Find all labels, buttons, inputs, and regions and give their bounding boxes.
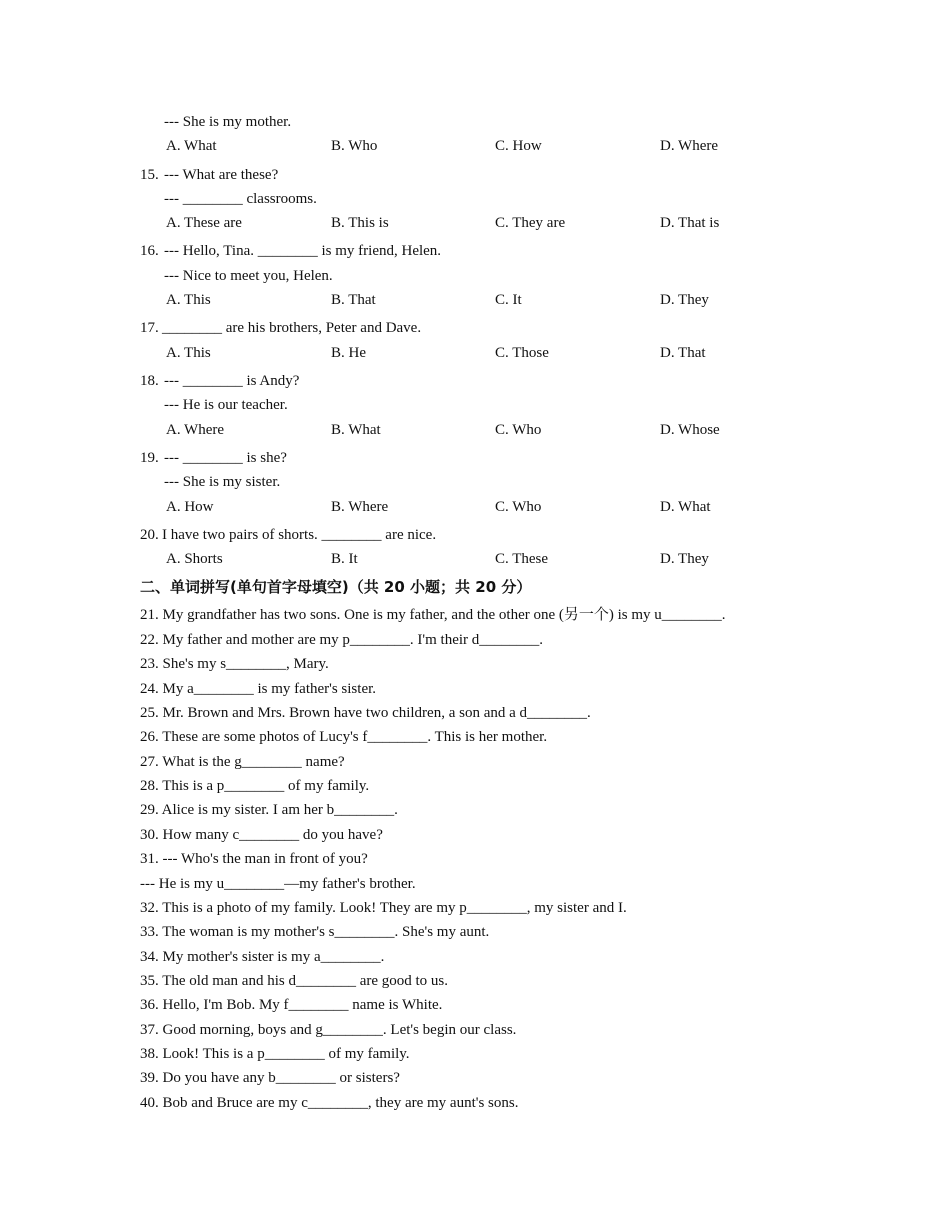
q14-option-a: A. What: [166, 138, 217, 154]
q18-number: 18.: [140, 373, 159, 389]
q20-stem: I have two pairs of shorts. ________ are nice.: [162, 527, 437, 543]
q18-option-c: C. Who: [495, 422, 542, 438]
q15-stem-line2: --- ________ classrooms.: [164, 191, 317, 207]
spelling-item-31-line2: --- He is my u________—my father's brother.: [140, 876, 416, 892]
spelling-item-22: 22. My father and mother are my p________. I'm their d________.: [140, 632, 544, 648]
q17-option-a: A. This: [166, 345, 211, 361]
q18-option-a: A. Where: [166, 422, 225, 438]
q16-option-c: C. It: [495, 292, 522, 308]
spelling-item-30: 30. How many c________ do you have?: [140, 827, 383, 843]
q17-option-b: B. He: [331, 345, 366, 361]
spelling-item-31: 31. --- Who's the man in front of you?: [140, 851, 368, 867]
q16-option-b: B. That: [331, 292, 376, 308]
spelling-item-40: 40. Bob and Bruce are my c________, they are my aunt's sons.: [140, 1095, 519, 1111]
q15-option-d: D. That is: [660, 215, 720, 231]
q20-option-b: B. It: [331, 551, 358, 567]
q18-stem: --- ________ is Andy?: [164, 373, 300, 389]
q20-option-c: C. These: [495, 551, 549, 567]
q19-stem-line2: --- She is my sister.: [164, 474, 281, 490]
q16-number: 16.: [140, 243, 159, 259]
q18-option-b: B. What: [331, 422, 381, 438]
spelling-item-32: 32. This is a photo of my family. Look! They are my p________, my sister and I.: [140, 900, 627, 916]
spelling-item-34: 34. My mother's sister is my a________.: [140, 949, 385, 965]
q14-stem: --- She is my mother.: [164, 114, 292, 130]
q17-stem: ________ are his brothers, Peter and Dave.: [162, 320, 422, 336]
spelling-item-36: 36. Hello, I'm Bob. My f________ name is White.: [140, 997, 443, 1013]
spelling-item-24: 24. My a________ is my father's sister.: [140, 681, 377, 697]
q14-option-d: D. Where: [660, 138, 719, 154]
q15-number: 15.: [140, 167, 159, 183]
q17-option-d: D. That: [660, 345, 706, 361]
q15-option-b: B. This is: [331, 215, 389, 231]
spelling-item-27: 27. What is the g________ name?: [140, 754, 345, 770]
q15-option-c: C. They are: [495, 215, 566, 231]
spelling-item-35: 35. The old man and his d________ are good to us.: [140, 973, 449, 989]
spelling-item-21: 21. My grandfather has two sons. One is my father, and the other one (另一个) is my u________.: [140, 607, 726, 623]
q19-option-d: D. What: [660, 499, 711, 515]
q18-stem-line2: --- He is our teacher.: [164, 397, 288, 413]
q20-number: 20.: [140, 527, 159, 543]
q20-option-d: D. They: [660, 551, 709, 567]
q19-option-b: B. Where: [331, 499, 389, 515]
q20-option-a: A. Shorts: [166, 551, 223, 567]
spelling-item-37: 37. Good morning, boys and g________. Let's begin our class.: [140, 1022, 517, 1038]
q14-option-c: C. How: [495, 138, 542, 154]
q16-option-d: D. They: [660, 292, 709, 308]
section-heading-spelling: 二、单词拼写(单句首字母填空)（共 20 小题；共 20 分）: [140, 578, 532, 596]
q17-number: 17.: [140, 320, 159, 336]
q19-option-a: A. How: [166, 499, 214, 515]
q16-option-a: A. This: [166, 292, 211, 308]
spelling-item-23: 23. She's my s________, Mary.: [140, 656, 329, 672]
q16-stem: --- Hello, Tina. ________ is my friend, Helen.: [164, 243, 442, 259]
spelling-item-26: 26. These are some photos of Lucy's f________. This is her mother.: [140, 729, 548, 745]
q19-number: 19.: [140, 450, 159, 466]
q19-stem: --- ________ is she?: [164, 450, 287, 466]
q17-option-c: C. Those: [495, 345, 549, 361]
spelling-item-33: 33. The woman is my mother's s________. She's my aunt.: [140, 924, 490, 940]
q15-option-a: A. These are: [166, 215, 242, 231]
q19-option-c: C. Who: [495, 499, 542, 515]
q15-stem: --- What are these?: [164, 167, 279, 183]
spelling-item-28: 28. This is a p________ of my family.: [140, 778, 370, 794]
q16-stem-line2: --- Nice to meet you, Helen.: [164, 268, 333, 284]
spelling-item-25: 25. Mr. Brown and Mrs. Brown have two children, a son and a d________.: [140, 705, 591, 721]
spelling-item-38: 38. Look! This is a p________ of my family.: [140, 1046, 410, 1062]
q14-option-b: B. Who: [331, 138, 378, 154]
q18-option-d: D. Whose: [660, 422, 720, 438]
spelling-item-39: 39. Do you have any b________ or sisters?: [140, 1070, 400, 1086]
spelling-item-29: 29. Alice is my sister. I am her b________.: [140, 802, 398, 818]
